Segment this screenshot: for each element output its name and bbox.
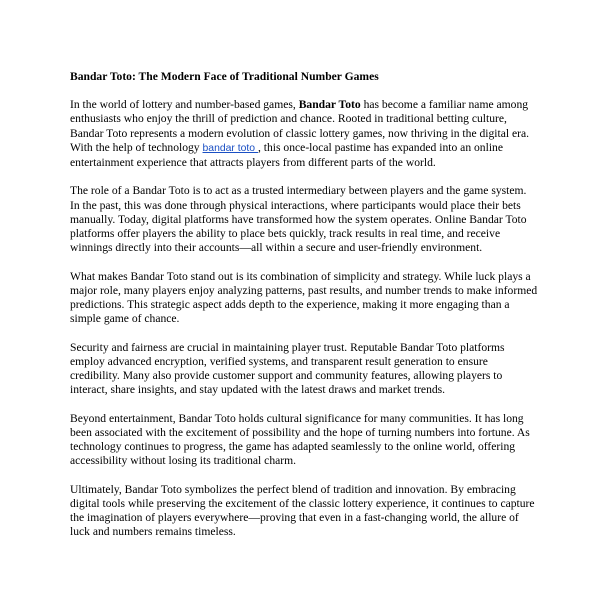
- paragraph-strategy: What makes Bandar Toto stand out is its combination of simplicity and strategy. While luck plays a major role, many players enjoy analyzing patterns, past results, and number trends to make informed predictions. This strategic aspect adds depth to the experience, making it more engaging than a simple game of chance.: [70, 269, 538, 326]
- article-title: Bandar Toto: The Modern Face of Traditional Number Games: [70, 70, 379, 83]
- intro-bold-term: Bandar Toto: [298, 98, 361, 112]
- paragraph-security: Security and fairness are crucial in maintaining player trust. Reputable Bandar Toto platforms employ advanced encryption, verified systems, and transparent result generation to ensure credibility. Many also provide customer support and community features, allowing players to interact, share insights, and stay updated with the latest draws and market trends.: [70, 340, 505, 397]
- paragraph-intro: [70, 98, 538, 170]
- paragraph-culture: Beyond entertainment, Bandar Toto holds cultural significance for many communities. It has long been associated with the excitement of possibility and the hope of turning numbers into fortune. As technology continues to progress, the game has adapted seamlessly to the online world, offering accessibility without losing its traditional charm.: [70, 411, 530, 468]
- paragraph-role: The role of a Bandar Toto is to act as a trusted intermediary between players and the game system. In the past, this was done through physical interactions, where participants would place their bets manually. Today, digital platforms have transformed how the system operates. Online Bandar Toto platforms offer players the ability to place bets quickly, track results in real time, and receive winnings directly into their accounts—all within a secure and user-friendly environment.: [70, 184, 527, 255]
- intro-text-end: , this once-local pastime has expanded into an online entertainment experience that attracts players from different parts of the world.: [70, 140, 503, 170]
- document-page: [70, 70, 538, 554]
- paragraph-conclusion: Ultimately, Bandar Toto symbolizes the perfect blend of tradition and innovation. By embracing digital tools while preserving the excitement of the classic lottery experience, it continues to capture the imagination of players everywhere—proving that even in a fast-changing world, the allure of luck and numbers remains timeless.: [70, 482, 535, 539]
- intro-text-middle: has become a familiar name among enthusiasts who enjoy the thrill of prediction and chance. Rooted in traditional betting culture, Bandar Toto represents a modern evolution of classic lottery games, now thriving in the digital era. With the help of technology: [70, 98, 530, 154]
- intro-text-start: In the world of lottery and number-based games,: [70, 98, 299, 112]
- bandar-toto-link[interactable]: bandar toto: [202, 142, 258, 154]
